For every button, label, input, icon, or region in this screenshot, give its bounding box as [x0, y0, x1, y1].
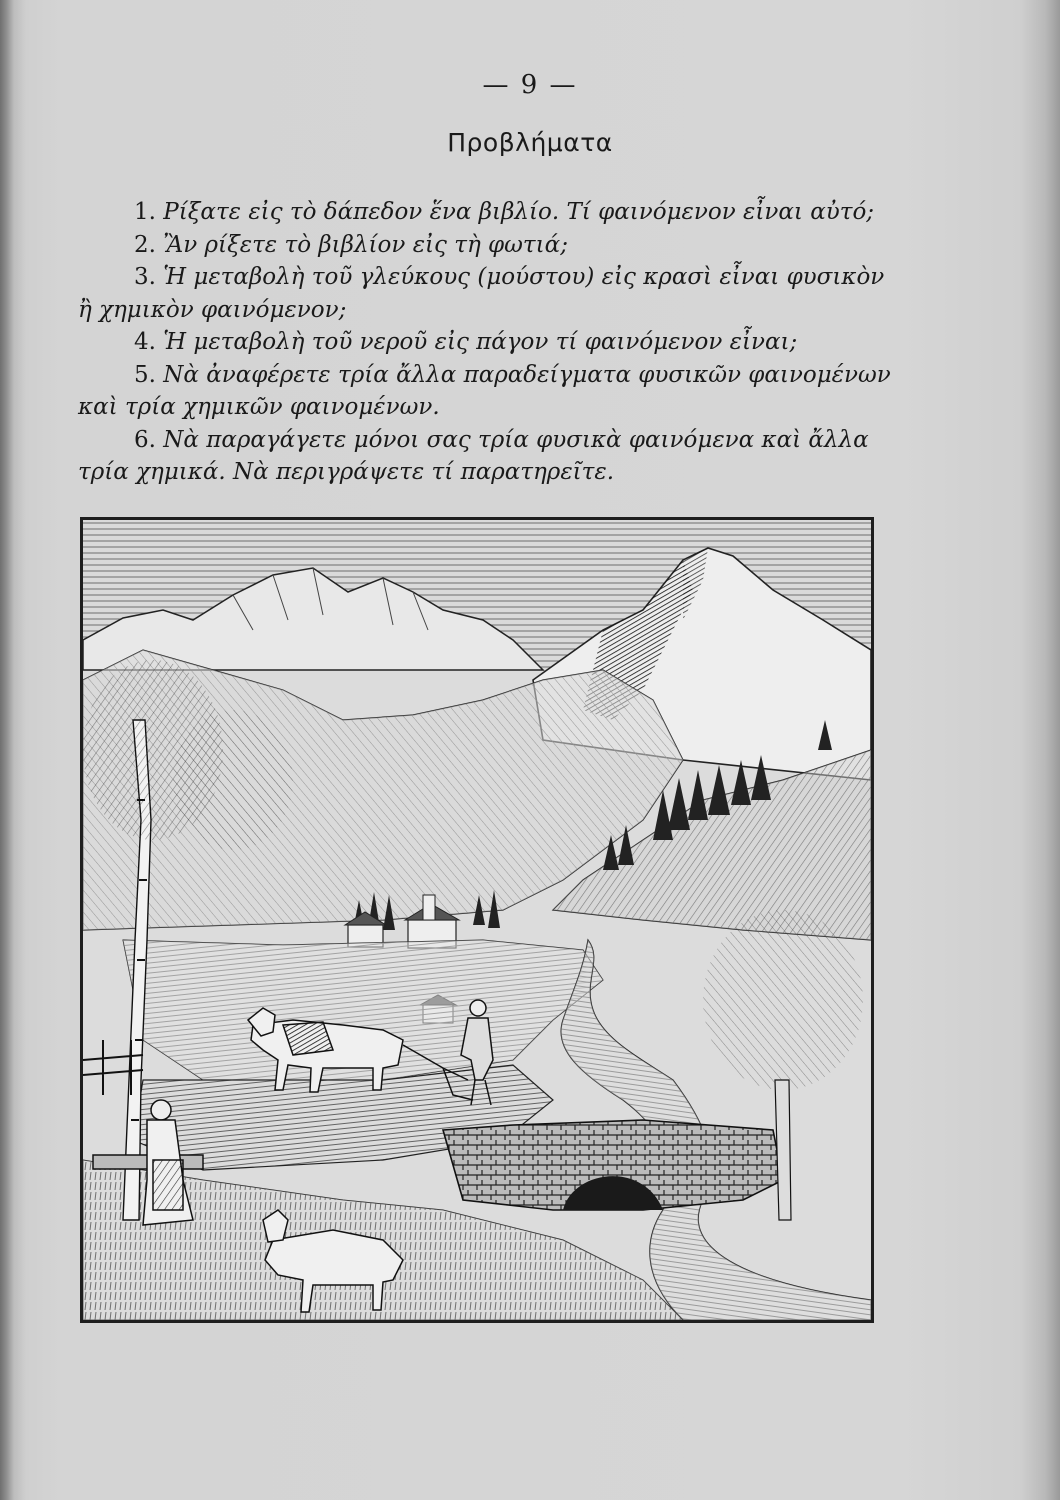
problem-number: 2.	[134, 231, 156, 258]
landscape-illustration	[83, 520, 871, 1320]
problem-number: 1.	[134, 199, 156, 225]
problem-item-1	[78, 196, 898, 229]
problem-number: 3.	[134, 264, 156, 290]
stone-bridge	[443, 1120, 783, 1210]
problem-item-3	[78, 261, 898, 326]
landscape-engraving	[80, 517, 874, 1323]
problem-text: Ἡ μεταβολὴ τοῦ γλεύκους (μούστου) εἰς κρασὶ εἶναι φυσικὸν ἢ χημικὸν φαινόμενον;	[78, 264, 885, 323]
page-number: — 9 —	[482, 70, 578, 100]
problem-item-5	[78, 359, 898, 424]
problem-number: 6.	[134, 426, 156, 453]
problem-text: Νὰ παραγάγετε μόνοι σας τρία φυσικὰ φαινόμενα καὶ ἄλλα τρία χημικά. Νὰ περιγράψετε τί παρατηρεῖτε.	[78, 426, 869, 485]
problem-item-6	[78, 424, 898, 489]
problem-text: Ἡ μεταβολὴ τοῦ νεροῦ εἰς πάγον τί φαινόμενον εἶναι;	[155, 329, 798, 355]
problem-item-4	[78, 326, 898, 359]
problem-number: 4.	[134, 329, 156, 355]
problem-text: Ἂν ρίξετε τὸ βιβλίον εἰς τὴ φωτιά;	[155, 231, 568, 258]
section-heading: Προβλήματα	[447, 128, 613, 157]
problem-text: Νὰ ἀναφέρετε τρία ἄλλα παραδείγματα φυσικῶν φαινομένων καὶ τρία χημικῶν φαινομένων.	[78, 361, 891, 420]
problem-item-2	[78, 229, 898, 262]
problem-list	[78, 196, 898, 489]
problem-text: Ρίξατε εἰς τὸ δάπεδον ἕνα βιβλίο. Τί φαινόμενον εἶναι αὐτό;	[155, 199, 875, 225]
problem-number: 5.	[134, 361, 156, 388]
